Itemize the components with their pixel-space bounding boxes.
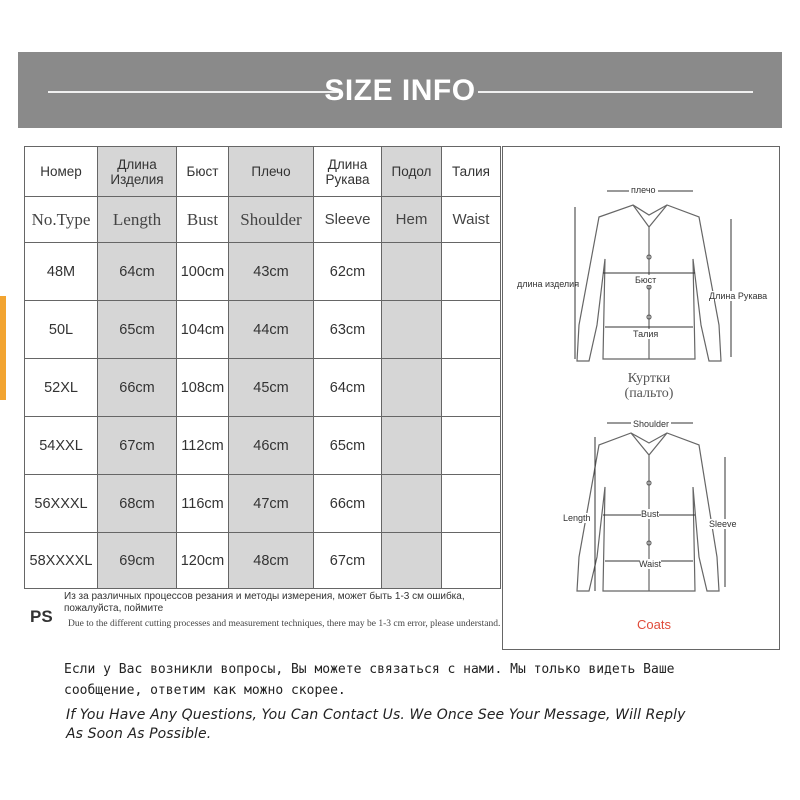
- cell-waist: [442, 359, 501, 417]
- header-en-number: No.Type: [25, 197, 98, 243]
- table-row: [25, 533, 501, 589]
- cell-shoulder: 47cm: [229, 475, 314, 533]
- ps-label: PS: [30, 607, 53, 626]
- contact-note-en-line1: If You Have Any Questions, You Can Contact Us. We Once See Your Message, Will Reply: [66, 707, 686, 723]
- header-en-hem: Hem: [382, 197, 442, 243]
- ps-text-en: Due to the different cutting processes and measurement techniques, there may be 1-3 cm error, please understand.: [68, 619, 501, 629]
- diagram-label-bust-en: Bust: [641, 509, 660, 519]
- diagram-label-shoulder-en: Shoulder: [633, 419, 670, 429]
- contact-note-en-line2: As Soon As Possible.: [66, 726, 212, 742]
- cell-shoulder: 44cm: [229, 301, 314, 359]
- header-ru-sleeve: Длина Рукава: [314, 147, 382, 197]
- cell-hem: [382, 301, 442, 359]
- cell-bust: 116cm: [177, 475, 229, 533]
- measurement-diagram-panel: [502, 146, 780, 650]
- cell-hem: [382, 533, 442, 589]
- cell-waist: [442, 533, 501, 589]
- cell-sleeve: 65cm: [314, 417, 382, 475]
- cell-sleeve: 67cm: [314, 533, 382, 589]
- table-row: [25, 475, 501, 533]
- cell-bust: 112cm: [177, 417, 229, 475]
- header-ru-hem: Подол: [382, 147, 442, 197]
- cell-shoulder: 43cm: [229, 243, 314, 301]
- banner-rule-right: [478, 91, 753, 93]
- cell-hem: [382, 359, 442, 417]
- cell-size: 56XXXL: [25, 475, 98, 533]
- cell-length: 65cm: [98, 301, 177, 359]
- diagram-label-sleeve-en: Sleeve: [709, 519, 737, 529]
- diagram-label-length-en: Length: [563, 513, 591, 523]
- cell-waist: [442, 243, 501, 301]
- cell-hem: [382, 243, 442, 301]
- cell-size: 58XXXXL: [25, 533, 98, 589]
- diagram-caption-coats: Coats: [637, 617, 671, 632]
- cell-hem: [382, 417, 442, 475]
- cell-waist: [442, 301, 501, 359]
- header-en-bust: Bust: [177, 197, 229, 243]
- table-row: [25, 301, 501, 359]
- cell-sleeve: 64cm: [314, 359, 382, 417]
- diagram-label-shoulder-ru: плечо: [631, 185, 656, 195]
- cell-size: 50L: [25, 301, 98, 359]
- cell-size: 54XXL: [25, 417, 98, 475]
- cell-shoulder: 45cm: [229, 359, 314, 417]
- header-en-shoulder: Shoulder: [229, 197, 314, 243]
- diagram-label-length-ru: длина изделия: [517, 279, 580, 289]
- cell-sleeve: 66cm: [314, 475, 382, 533]
- cell-size: 48M: [25, 243, 98, 301]
- diagram-label-waist-ru: Талия: [633, 329, 659, 339]
- cell-hem: [382, 475, 442, 533]
- cell-size: 52XL: [25, 359, 98, 417]
- cell-length: 68cm: [98, 475, 177, 533]
- diagram-label-sleeve-ru: Длина Рукава: [709, 291, 768, 301]
- cell-bust: 120cm: [177, 533, 229, 589]
- side-accent-bar: [0, 296, 6, 400]
- cell-length: 69cm: [98, 533, 177, 589]
- header-row-ru: [25, 147, 501, 197]
- ps-text-ru: Из за различных процессов резания и методы измерения, может быть 1-3 см ошибка, пожалуйста, поймите: [64, 591, 465, 614]
- diagram-label-bust-ru: Бюст: [635, 275, 657, 285]
- cell-bust: 100cm: [177, 243, 229, 301]
- cell-sleeve: 63cm: [314, 301, 382, 359]
- header-ru-shoulder: Плечо: [229, 147, 314, 197]
- diagram-caption-jackets: Куртки (пальто): [624, 371, 674, 401]
- cell-length: 67cm: [98, 417, 177, 475]
- cell-bust: 104cm: [177, 301, 229, 359]
- cell-sleeve: 62cm: [314, 243, 382, 301]
- cell-waist: [442, 417, 501, 475]
- table-row: [25, 359, 501, 417]
- header-row-en: [25, 197, 501, 243]
- header-en-sleeve: Sleeve: [314, 197, 382, 243]
- cell-shoulder: 48cm: [229, 533, 314, 589]
- table-row: [25, 417, 501, 475]
- header-ru-bust: Бюст: [177, 147, 229, 197]
- cell-length: 64cm: [98, 243, 177, 301]
- cell-shoulder: 46cm: [229, 417, 314, 475]
- header-ru-number: Номер: [25, 147, 98, 197]
- header-en-waist: Waist: [442, 197, 501, 243]
- size-info-banner: [18, 52, 782, 128]
- size-table: [24, 146, 501, 589]
- diagram-label-waist-en: Waist: [639, 559, 662, 569]
- ps-note: [24, 588, 500, 649]
- header-ru-waist: Талия: [442, 147, 501, 197]
- cell-waist: [442, 475, 501, 533]
- cell-bust: 108cm: [177, 359, 229, 417]
- header-en-length: Length: [98, 197, 177, 243]
- contact-note-ru-line2: сообщение, ответим как можно скорее.: [64, 683, 346, 698]
- header-ru-length: Длина Изделия: [98, 147, 177, 197]
- table-row: [25, 243, 501, 301]
- cell-length: 66cm: [98, 359, 177, 417]
- page-title: SIZE INFO: [324, 74, 476, 107]
- contact-note-ru-line1: Если у Вас возникли вопросы, Вы можете связаться с нами. Мы только видеть Ваше: [64, 662, 675, 677]
